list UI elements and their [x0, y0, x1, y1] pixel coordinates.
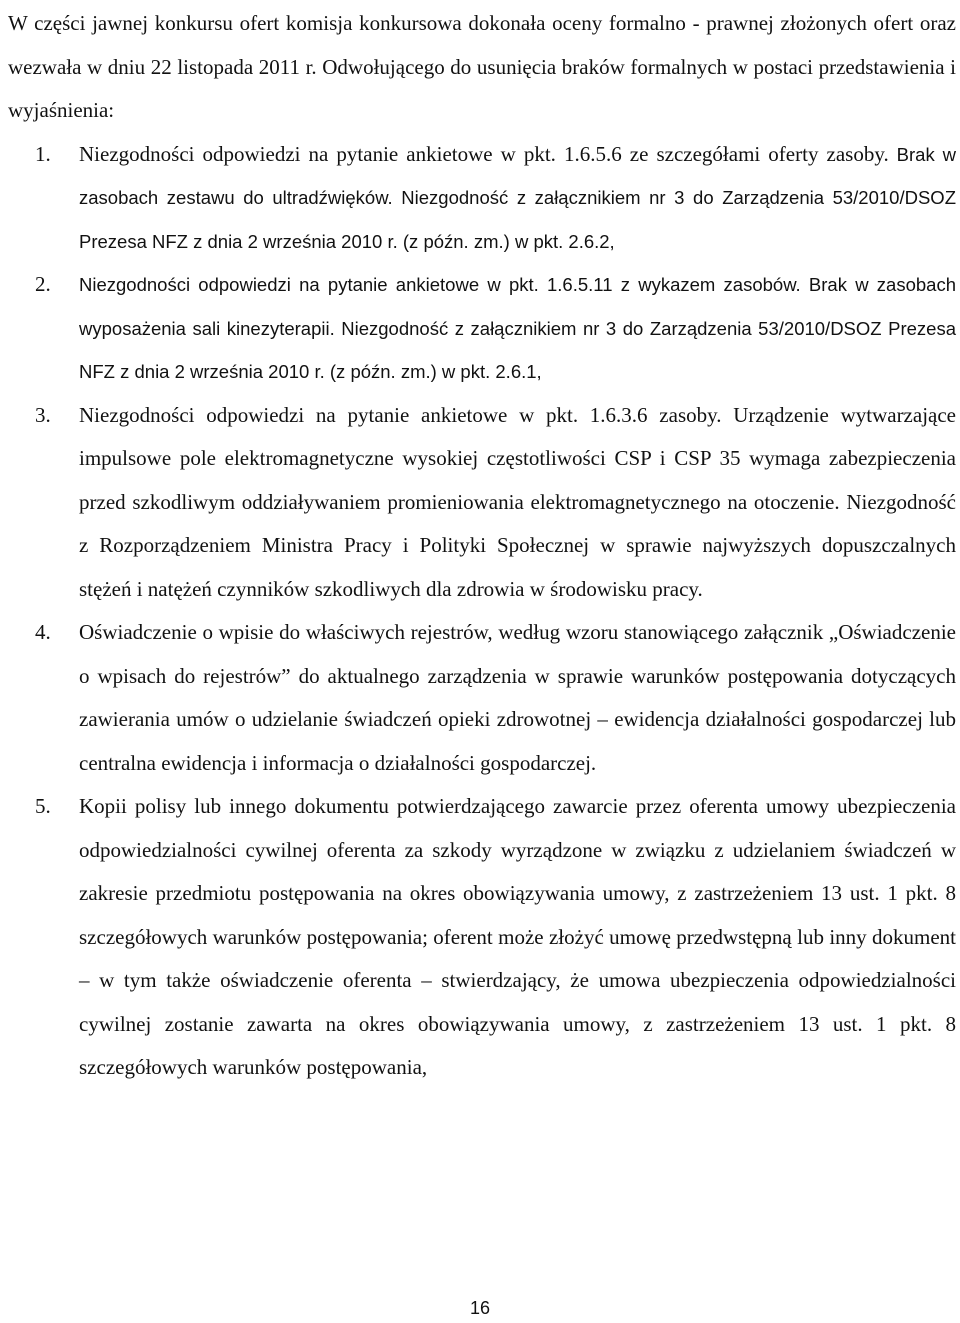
page-number: 16 — [469, 1298, 491, 1318]
deficiency-list — [8, 133, 956, 1090]
list-item — [8, 133, 956, 264]
document-page — [8, 0, 956, 1323]
list-item — [8, 611, 956, 785]
item-number: 1. — [35, 141, 51, 166]
item-number: 5. — [35, 794, 51, 818]
list-item — [8, 785, 956, 1090]
item-body: Brak w zasobach zestawu do ultradźwięków. Niezgodność z załącznikiem nr 3 do Zarządzenia 53/2010/DSOZ Prezesa NFZ z dnia 2 września 2010 r. (z późn. zm.) w pkt. 2.6.2, — [79, 143, 957, 252]
item-number: 3. — [35, 402, 51, 427]
item-lead: Niezgodności odpowiedzi na pytanie ankietowe w pkt. 1.6.5.6 ze szczegółami oferty zasoby. — [79, 141, 889, 166]
list-item — [8, 394, 956, 612]
item-body: Niezgodności odpowiedzi na pytanie ankietowe w pkt. 1.6.5.11 z wykazem zasobów. Brak w zasobach wyposażenia sali kinezyterapii. Niezgodność z załącznikiem nr 3 do Zarządzenia 53/2010/DSOZ Prezesa NFZ z dnia 2 września 2010 r. (z późn. zm.) w pkt. 2.6.1, — [79, 274, 956, 382]
intro-paragraph: W części jawnej konkursu ofert komisja konkursowa dokonała oceny formalno - prawnej złożonych ofert oraz wezwała w dniu 22 listopada 2011 r. Odwołującego do usunięcia braków formalnych w postaci przedstawienia i wyjaśnienia: — [8, 11, 956, 122]
item-body: Kopii polisy lub innego dokumentu potwierdzającego zawarcie przez oferenta umowy ubezpieczenia odpowiedzialności cywilnej oferenta za szkody wyrządzone w związku z udzielaniem świadczeń w zakresie przedmiotu postępowania na okres obowiązywania umowy, z zastrzeżeniem 13 ust. 1 pkt. 8 szczegółowych warunków postępowania; oferent może złożyć umowę przedwstępną lub inny dokument – w tym także oświadczenie oferenta – stwierdzający, że umowa ubezpieczenia odpowiedzialności cywilnej zostanie zawarta na okres obowiązywania umowy, z zastrzeżeniem 13 ust. 1 pkt. 8 szczegółowych warunków postępowania, — [79, 794, 956, 1079]
list-item — [8, 263, 956, 394]
item-body: Oświadczenie o wpisie do właściwych rejestrów, według wzoru stanowiącego załącznik „Oświadczenie o wpisach do rejestrów” do aktualnego zarządzenia w sprawie warunków postępowania dotyczących zawierania umów o udzielanie świadczeń opieki zdrowotnej – ewidencja działalności gospodarczej lub centralna ewidencja i informacja o działalności gospodarczej. — [79, 620, 956, 775]
item-number: 4. — [35, 620, 51, 644]
item-number: 2. — [35, 272, 51, 296]
item-body: Niezgodności odpowiedzi na pytanie ankietowe w pkt. 1.6.3.6 zasoby. Urządzenie wytwarzające impulsowe pole elektromagnetyczne wysokiej częstotliwości CSP i CSP 35 wymaga zabezpieczenia przed szkodliwym oddziaływaniem promieniowania elektromagnetycznego na otoczenie. Niezgodność z Rozporządzeniem Ministra Pracy i Polityki Społecznej w sprawie najwyższych dopuszczalnych stężeń i natężeń czynników szkodliwych dla zdrowia w środowisku pracy. — [79, 402, 956, 601]
